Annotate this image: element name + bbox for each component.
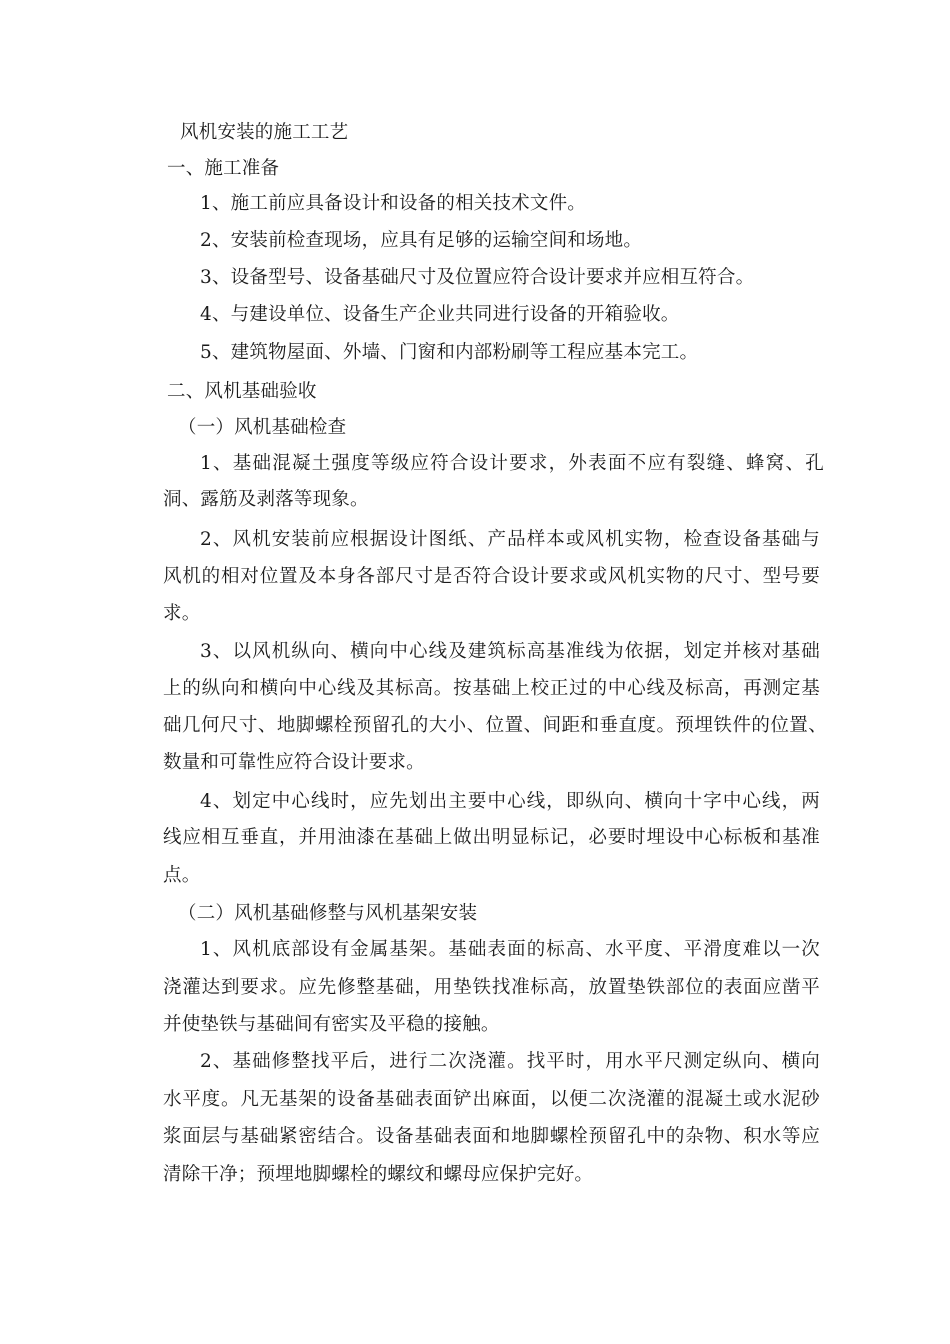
text-line: 4、与建设单位、设备生产企业共同进行设备的开箱验收。 [200,304,680,325]
text-line: 1、施工前应具备设计和设备的相关技术文件。 [200,193,586,214]
text-line: 并使垫铁与基础间有密实及平稳的接触。 [163,1014,500,1035]
text-line: 点。 [163,865,201,886]
section-heading-2: 二、风机基础验收 [167,381,317,402]
text-line: 3、设备型号、设备基础尺寸及位置应符合设计要求并应相互符合。 [200,267,755,288]
text-line: 求。 [163,603,201,624]
text-line: 洞、露筋及剥落等现象。 [163,489,369,510]
text-line: 2、风机安装前应根据设计图纸、产品样本或风机实物，检查设备基础与 [200,529,820,550]
subsection-heading-1: （一）风机基础检查 [178,417,347,438]
text-line: 3、以风机纵向、横向中心线及建筑标高基准线为依据，划定并核对基础 [200,641,820,662]
text-line: 清除干净；预埋地脚螺栓的螺纹和螺母应保护完好。 [163,1164,594,1185]
text-line: 5、建筑物屋面、外墙、门窗和内部粉刷等工程应基本完工。 [200,342,699,363]
section-heading-1: 一、施工准备 [167,158,280,179]
text-line: 线应相互垂直，并用油漆在基础上做出明显标记，必要时埋设中心标板和基准 [163,827,820,848]
text-line: 浆面层与基础紧密结合。设备基础表面和地脚螺栓预留孔中的杂物、积水等应 [163,1126,820,1147]
text-line: 4、划定中心线时，应先划出主要中心线，即纵向、横向十字中心线，两 [200,791,820,812]
text-line: 2、安装前检查现场，应具有足够的运输空间和场地。 [200,230,643,251]
text-line: 水平度。凡无基架的设备基础表面铲出麻面，以便二次浇灌的混凝土或水泥砂 [163,1089,820,1110]
text-line: 1、基础混凝土强度等级应符合设计要求，外表面不应有裂缝、蜂窝、孔 [200,453,824,474]
text-line: 浇灌达到要求。应先修整基础，用垫铁找准标高，放置垫铁部位的表面应凿平 [163,977,820,998]
document-title: 风机安装的施工工艺 [180,122,349,143]
text-line: 风机的相对位置及本身各部尺寸是否符合设计要求或风机实物的尺寸、型号要 [163,566,820,587]
text-line: 上的纵向和横向中心线及其标高。按基础上校正过的中心线及标高，再测定基 [163,678,820,699]
subsection-heading-2: （二）风机基础修整与风机基架安装 [178,903,478,924]
text-line: 础几何尺寸、地脚螺栓预留孔的大小、位置、间距和垂直度。预埋铁件的位置、 [163,715,827,736]
text-line: 1、风机底部设有金属基架。基础表面的标高、水平度、平滑度难以一次 [200,939,820,960]
text-line: 2、基础修整找平后，进行二次浇灌。找平时，用水平尺测定纵向、横向 [200,1051,820,1072]
text-line: 数量和可靠性应符合设计要求。 [163,752,425,773]
